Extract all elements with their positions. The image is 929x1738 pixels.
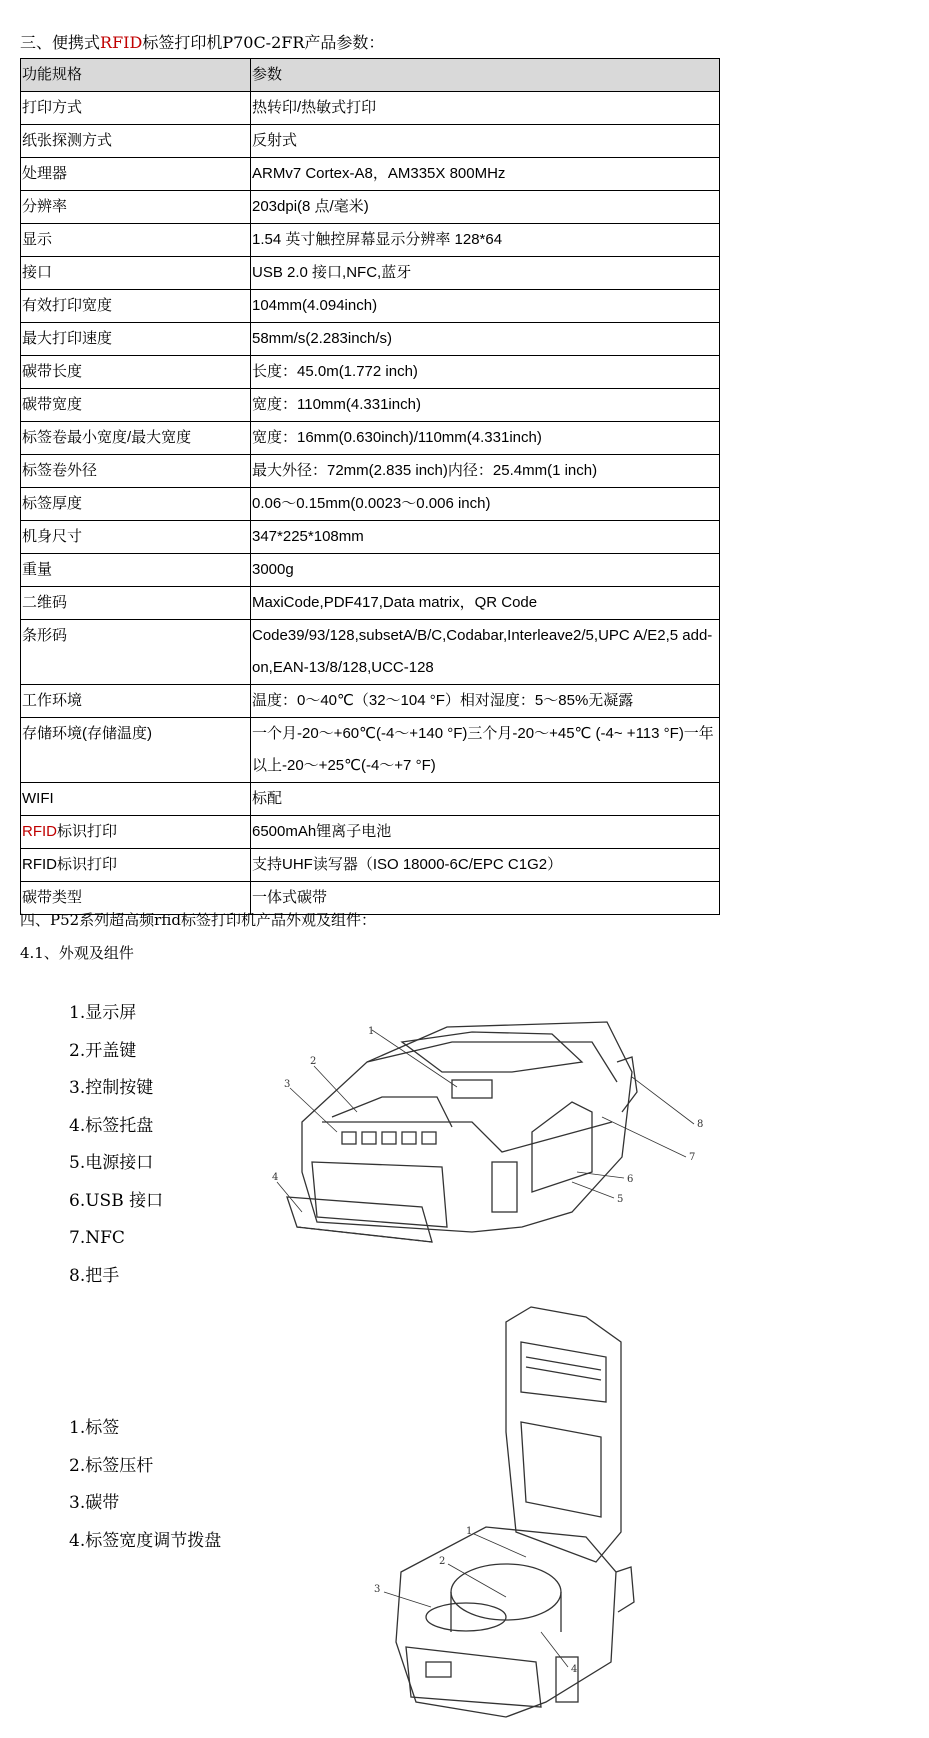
title-rfid: RFID	[100, 33, 143, 52]
spec-value-cell: 宽度：110mm(4.331inch)	[251, 389, 720, 422]
spec-name-cell: 处理器	[21, 158, 251, 191]
spec-name-cell: 打印方式	[21, 92, 251, 125]
table-row	[21, 356, 720, 389]
spec-name-cell: WIFI	[21, 783, 251, 816]
callout-5: 5	[617, 1194, 624, 1205]
rfid-label-suffix: 标识打印	[57, 823, 118, 840]
list-item: 7.NFC	[69, 1228, 125, 1248]
control-buttons	[342, 1132, 436, 1144]
callout-8: 8	[697, 1119, 704, 1130]
spec-value-cell: 203dpi(8 点/毫米)	[251, 191, 720, 224]
spec-name-cell: 标签厚度	[21, 488, 251, 521]
table-row	[21, 816, 720, 849]
callout-2: 2	[310, 1056, 317, 1067]
spec-value-cell: Code39/93/128,subsetA/B/C,Codabar,Interleave2/5,UPC A/E2,5 add-on,EAN-13/8/128,UCC-128	[251, 620, 720, 685]
spec-name-cell: 分辨率	[21, 191, 251, 224]
table-row	[21, 422, 720, 455]
table-row	[21, 783, 720, 816]
spec-value-cell: 支持UHF读写器（ISO 18000-6C/EPC C1G2）	[251, 849, 720, 882]
spec-value-cell: 一个月-20～+60℃(-4～+140 °F)三个月-20～+45℃ (-4~ +113 °F)一年以上-20～+25℃(-4～+7 °F)	[251, 718, 720, 783]
spec-name-cell: 纸张探测方式	[21, 125, 251, 158]
title-prefix: 三、便携式	[20, 33, 101, 52]
spec-value-cell: 1.54 英寸触控屏幕显示分辨率 128*64	[251, 224, 720, 257]
spec-name-cell: 接口	[21, 257, 251, 290]
spec-name-cell: 存储环境(存储温度)	[21, 718, 251, 783]
callout-1: 1	[466, 1526, 473, 1537]
spec-name-cell: 有效打印宽度	[21, 290, 251, 323]
spec-name-cell: 显示	[21, 224, 251, 257]
table-row	[21, 92, 720, 125]
spec-value-cell: 104mm(4.094inch)	[251, 290, 720, 323]
spec-value-cell: 一体式碳带	[251, 882, 720, 915]
section-3-title	[20, 30, 384, 53]
interior-list	[69, 1410, 221, 1560]
table-row	[21, 191, 720, 224]
list-item: 8.把手	[69, 1265, 120, 1286]
spec-name-cell: RFID标识打印	[21, 849, 251, 882]
table-row	[21, 685, 720, 718]
list-item: 3.控制按键	[69, 1078, 154, 1098]
table-row	[21, 158, 720, 191]
table-header-row	[21, 59, 720, 92]
list-item: 5.电源接口	[69, 1153, 154, 1173]
list-item: 3.碳带	[69, 1493, 120, 1513]
table-row	[21, 620, 720, 685]
list-item: 1.标签	[69, 1418, 120, 1438]
spec-name-cell: 碳带长度	[21, 356, 251, 389]
list-item: 4.标签宽度调节拨盘	[69, 1530, 222, 1551]
callout-7: 7	[689, 1152, 696, 1163]
rfid-label: RFID	[22, 823, 57, 840]
spec-name-cell: 重量	[21, 554, 251, 587]
callout-6: 6	[627, 1174, 634, 1185]
spec-name-cell: 二维码	[21, 587, 251, 620]
section-4-title: 四、P52系列超高频rfid标签打印机产品外观及组件：	[20, 911, 376, 929]
table-row	[21, 718, 720, 783]
spec-value-cell: MaxiCode,PDF417,Data matrix，QR Code	[251, 587, 720, 620]
spec-name-cell: 机身尺寸	[21, 521, 251, 554]
list-item: 2.开盖键	[69, 1040, 137, 1061]
spec-value-cell: 宽度：16mm(0.630inch)/110mm(4.331inch)	[251, 422, 720, 455]
table-row	[21, 290, 720, 323]
spec-name-cell: 工作环境	[21, 685, 251, 718]
callout-3: 3	[374, 1584, 381, 1595]
table-row	[21, 587, 720, 620]
spec-value-cell: 6500mAh锂离子电池	[251, 816, 720, 849]
spec-value-cell: 温度：0～40℃（32～104 °F）相对湿度：5～85%无凝露	[251, 685, 720, 718]
header-cell: 功能规格	[21, 59, 251, 92]
spec-value-cell: 标配	[251, 783, 720, 816]
spec-value-cell: 反射式	[251, 125, 720, 158]
spec-table	[20, 58, 720, 915]
spec-value-cell: 长度：45.0m(1.772 inch)	[251, 356, 720, 389]
table-row	[21, 389, 720, 422]
spec-name-cell: 碳带类型	[21, 882, 251, 915]
section-4-1-title: 4.1、外观及组件	[20, 944, 134, 962]
spec-value-cell: 58mm/s(2.283inch/s)	[251, 323, 720, 356]
spec-value-cell: 3000g	[251, 554, 720, 587]
table-row	[21, 488, 720, 521]
spec-name-cell: 标签卷最小宽度/最大宽度	[21, 422, 251, 455]
callout-4: 4	[272, 1172, 279, 1183]
header-cell: 参数	[251, 59, 720, 92]
title-suffix: 标签打印机P70C-2FR产品参数：	[142, 33, 385, 52]
list-item: 4.标签托盘	[69, 1115, 154, 1136]
table-row	[21, 257, 720, 290]
components-list	[69, 995, 163, 1295]
list-item: 1.显示屏	[69, 1003, 137, 1023]
spec-name-cell: 碳带宽度	[21, 389, 251, 422]
table-row	[21, 554, 720, 587]
spec-value-cell: 热转印/热敏式打印	[251, 92, 720, 125]
spec-value-cell: 最大外径：72mm(2.835 inch)内径：25.4mm(1 inch)	[251, 455, 720, 488]
table-row	[21, 125, 720, 158]
table-row	[21, 323, 720, 356]
printer-open-figure	[356, 1302, 678, 1730]
spec-name-cell	[21, 816, 251, 849]
list-item: 2.标签压杆	[69, 1455, 154, 1476]
spec-name-cell: 最大打印速度	[21, 323, 251, 356]
callout-4: 4	[571, 1664, 578, 1675]
table-row	[21, 521, 720, 554]
callout-1: 1	[368, 1026, 375, 1037]
spec-value-cell: ARMv7 Cortex-A8，AM335X 800MHz	[251, 158, 720, 191]
spec-value-cell: USB 2.0 接口,NFC,蓝牙	[251, 257, 720, 290]
list-item: 6.USB 接口	[69, 1190, 164, 1211]
table-row	[21, 224, 720, 257]
spec-name-cell: 条形码	[21, 620, 251, 685]
table-row	[21, 455, 720, 488]
table-row	[21, 849, 720, 882]
spec-value-cell: 347*225*108mm	[251, 521, 720, 554]
spec-value-cell: 0.06～0.15mm(0.0023～0.006 inch)	[251, 488, 720, 521]
spec-name-cell: 标签卷外径	[21, 455, 251, 488]
callout-2: 2	[439, 1556, 446, 1567]
callout-3: 3	[284, 1079, 291, 1090]
printer-closed-figure	[272, 1002, 712, 1282]
